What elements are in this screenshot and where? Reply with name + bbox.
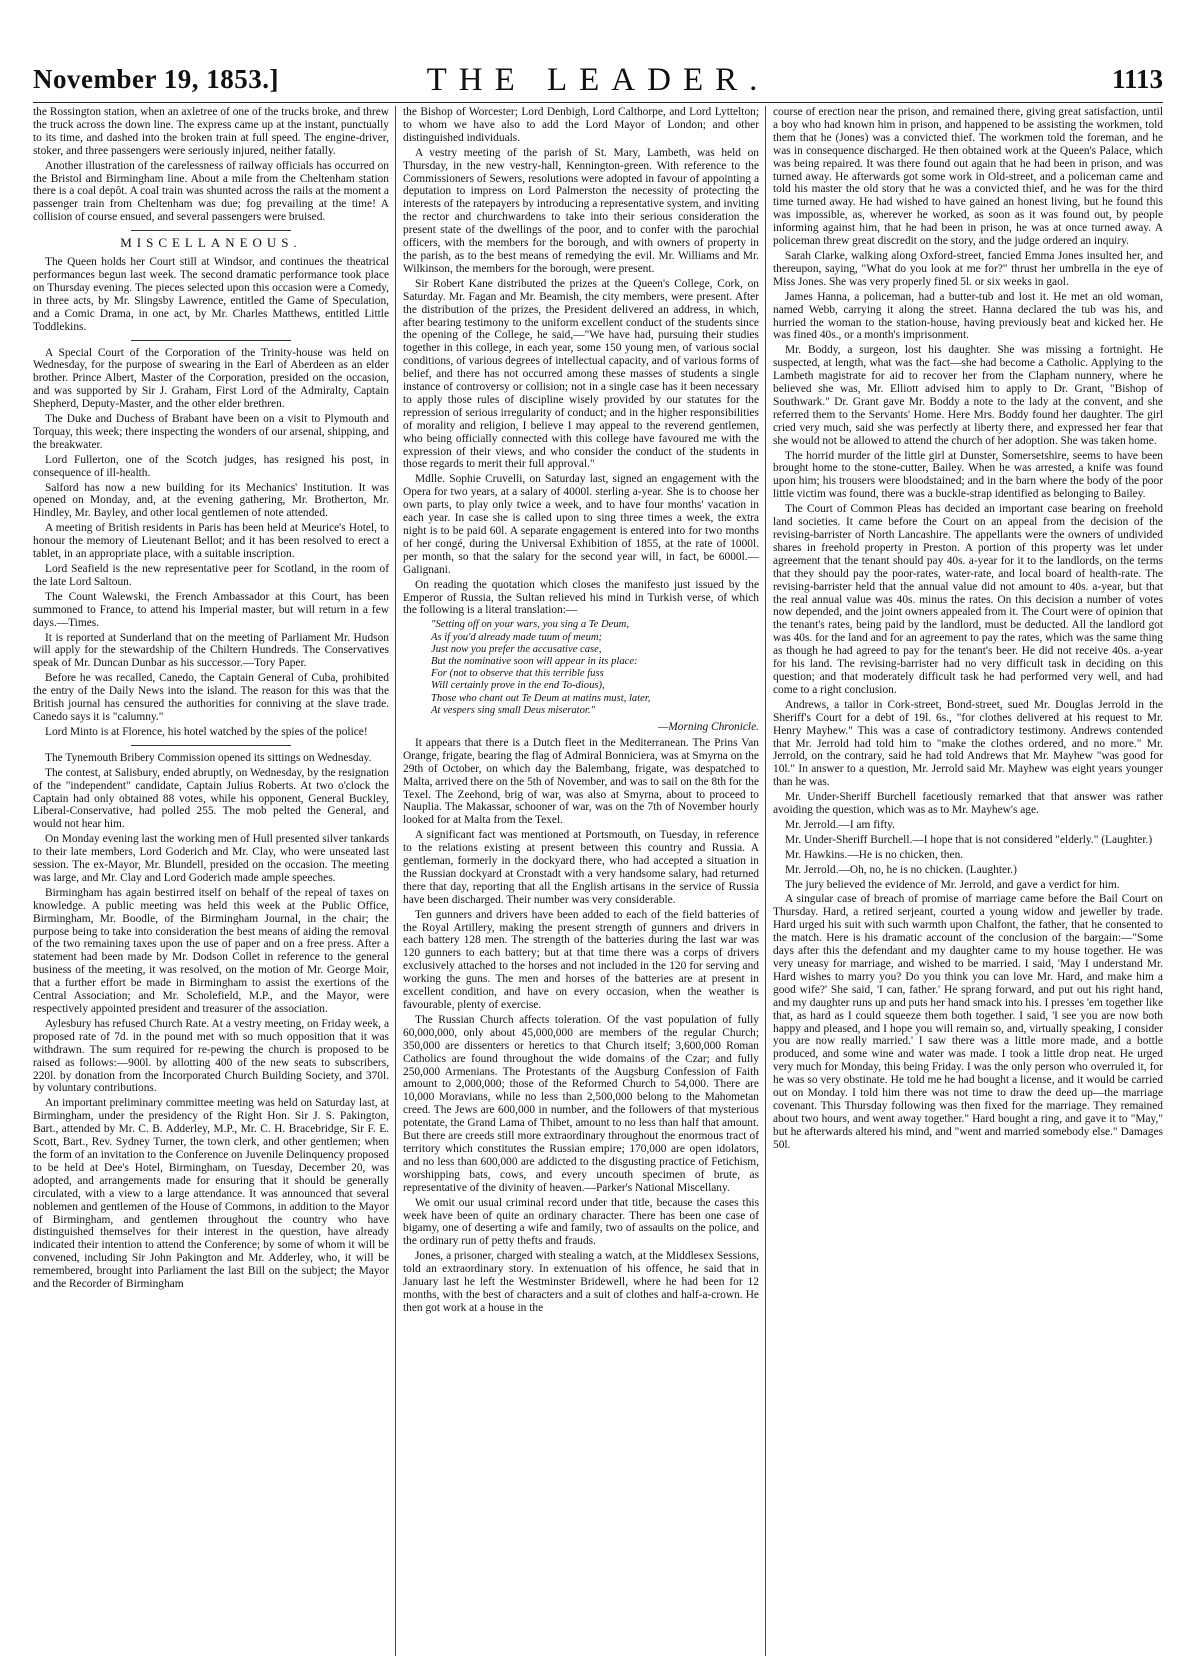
article-paragraph: the Bishop of Worcester; Lord Denbigh, Lord Calthorpe, and Lord Lyttelton; to whom we have also to add the Lord Mayor of London; and other distinguished individuals. (403, 106, 759, 144)
article-paragraph: Mr. Jerrold.—Oh, no, he is no chicken. (Laughter.) (785, 863, 1017, 876)
article-paragraph: Salford has now a new building for its Mechanics' Institution. It was opened on Monday, and, at the evening gathering, Mr. Brotherton, Mr. Hindley, Mr. Bayley, and other local gentlemen of note attended. (33, 481, 389, 520)
verse-source: —Morning Chronicle. (658, 720, 759, 733)
column-2 (403, 106, 759, 1661)
article-paragraph: Mdlle. Sophie Cruvelli, on Saturday last, signed an engagement with the Opera for two years, at a salary of 4000l. sterling a-year. She is to choose her own parts, to play only twice a week, and to have four months' vacation in each year. In case she is called upon to sing three times a week, the extra night is to be paid 60l. A separate engagement is entered into for two months of her congé, during the Universal Exhibition of 1855, at the rate of 1000l. per month, so that the salary for the second year will, in fact, be 6000l.—Galignani. (403, 473, 759, 576)
article-paragraph: The Tynemouth Bribery Commission opened its sittings on Wednesday. (45, 751, 372, 764)
article-paragraph: Andrews, a tailor in Cork-street, Bond-street, sued Mr. Douglas Jerrold in the Sheriff's Court for a debt of 19l. 6s., "for clothes delivered at his request to Mr. Henry Mayhew." This was a case of contradictory testimony. Andrews contended that Mr. Jerrold had told him to "make the clothes ordered, and no more." Mr. Jerrold, on the contrary, said he had told Andrews that Mr. Mayhew "was good for 10l." In answer to a question, Mr. Jerrold said Mr. Mayhew was eight years younger than he was. (773, 698, 1163, 789)
verse-line: Will certainly prove in the end To-dious), (431, 680, 605, 692)
article-paragraph: A meeting of British residents in Paris has been held at Meurice's Hotel, to honour the memory of Lieutenant Bellot; and it has been resolved to erect a tablet, in an appropriate place, with a suitable inscription. (33, 522, 389, 561)
article-paragraph: The Russian Church affects toleration. Of the vast population of fully 60,000,000, only about 45,000,000 are members of the regular Church; 350,000 are dissenters or heretics to that Church itself; 3,600,000 Roman Catholics are found throughout the wide domains of the Czar; and fully 250,000 Armenians. The Protestants of the Augsburg Confession of Faith amount to 2,000,000; those of the Reformed Church to 54,000. There are 10,000 Moravians, while no less than 2,500,000 belong to the Mahometan creed. The Jews are 600,000 in number, and the followers of that mysterious potentate, the Grand Lama of Thibet, amount to no less than half that amount. But there are creeds still more extraordinary throughout the enormous tract of territory which constitutes the Russian empire; 170,000 are open idolators, and no less than 600,000 are addicted to the disgusting practice of Fetichism, worshipping bats, cows, and every uncouth specimen of brute, as representative of the divinity of heaven.—Parker's National Miscellany. (403, 1013, 759, 1194)
article-paragraph: Jones, a prisoner, charged with stealing a watch, at the Middlesex Sessions, told an extraordinary story. In extenuation of his offence, he said that in January last he left the Westminster Bridewell, where he had been for 12 months, with the best of characters and a suit of clothes and half-a-crown. He then got work at a house in the (403, 1250, 759, 1314)
page-header (33, 56, 1163, 106)
section-divider (131, 340, 291, 341)
article-paragraph: Sir Robert Kane distributed the prizes at the Queen's College, Cork, on Saturday. Mr. Fagan and Mr. Beamish, the city members, were present. After the distribution of the prizes, the President delivered an address, in which, after bearing testimony to the uniform excellent conduct of the students since the opening of the College, he said,—"We have had, pursuing their studies together in this college, in each year, some 150 young men, of various social conditions, of various degrees of intellectual capacity, and of various forms of belief, and there has not occurred among these masses of students a single instance of controversy or collision; not in a single case has it been necessary to apply those rules of discipline wisely provided by our statutes for the repression of serious irregularity of conduct; and in the higher responsibilities of morality and religion, I believe I may appeal to the reverend gentlemen, who being officially connected with this college have favoured me with the expression of their views, and who consider the conduct of the students in those regards to merit their full approval." (403, 277, 759, 471)
article-paragraph: The Queen holds her Court still at Windsor, and continues the theatrical performances begun last week. The second dramatic performance took place on Thursday evening. The pieces selected upon this occasion were a Comedy, in three acts, by Mr. Slingsby Lawrence, entitled the Game of Speculation, and a Comic Drama, in one act, by Mr. Charles Matthews, entitled Little Toddlekins. (33, 256, 389, 333)
column-divider-1 (395, 106, 396, 1656)
article-paragraph: The jury believed the evidence of Mr. Jerrold, and gave a verdict for him. (785, 878, 1120, 891)
article-paragraph: The Court of Common Pleas has decided an important case bearing on freehold land societies. It came before the Court on an appeal from the decision of the revising-barrister of North Lancashire. The appellants were the owners of undivided shares in freehold property in Preston. A portion of this property was let under agreement that the tenant should pay 40s. a-year for it to the landlords, on the terms that they should pay the poor-rates, water-rate, and local board of health-rate. The revising-barrister held that the annual value did not amount to 40s. a-year, but that the real annual value was 40s. minus the rates. On this decision a number of votes now depended, and the joint owners appealed from it. The Court were of opinion that the tenant's rates, being paid by the landlord, must be deducted. All the landlord got was 40s. for the land and for an agreement to pay the rates, which was the same thing as though he had agreed to pay for the tenant's beer. He did not receive 40s. a-year for his land. The revising-barrister had no very difficult task in deciding on this question; and that moderately difficult task he had performed very well, and had come to a right conclusion. (773, 503, 1163, 696)
verse-line: But the nominative soon will appear in its place: (431, 655, 638, 667)
page-number: 1113 (1111, 64, 1163, 94)
article-paragraph: Mr. Under-Sheriff Burchell.—I hope that is not considered "elderly." (Laughter.) (785, 833, 1153, 846)
article-paragraph: Lord Minto is at Florence, his hotel watched by the spies of the police! (45, 725, 368, 738)
column-1 (33, 106, 389, 1661)
header-rule (33, 102, 1163, 103)
article-paragraph: Another illustration of the carelessness of railway officials has occurred on the Bristol and Birmingham line. About a mile from the Cheltenham station there is a coal depôt. A coal train was shunted across the rails at the moment a passenger train from Cheltenham was due; fog prevailing at the time! A collision of course ensued, and several passengers were bruised. (33, 159, 389, 224)
article-paragraph: Lord Fullerton, one of the Scotch judges, has resigned his post, in consequence of ill-health. (33, 453, 389, 479)
verse-line: For (not to observe that this terrible fuss (431, 668, 604, 680)
article-paragraph: Mr. Hawkins.—He is no chicken, then. (785, 848, 964, 861)
article-paragraph: James Hanna, a policeman, had a butter-tub and lost it. He met an old woman, named Webb, carrying it along the street. Hanna declared the tub was his, and hurried the woman to the station-house, having previously beat and kicked her. He was fined 40s., or a month's imprisonment. (773, 290, 1163, 342)
verse-line: At vespers sing small Deus miserator." (431, 704, 595, 716)
section-divider (131, 230, 291, 231)
article-paragraph: The horrid murder of the little girl at Dunster, Somersetshire, seems to have been brought home to the stone-cutter, Bailey. When he was arrested, a knife was found upon him; his trousers were bloodstained; and in the barn where the body of the poor little victim was found, there was a buckle-strap identified as belonging to Bailey. (773, 449, 1163, 501)
article-paragraph: Mr. Under-Sheriff Burchell facetiously remarked that that answer was rather avoiding the question, which was as to Mr. Mayhew's age. (773, 791, 1163, 817)
column-divider-2 (765, 106, 766, 1656)
article-paragraph: The contest, at Salisbury, ended abruptly, on Wednesday, by the resignation of the "independent" candidate, Captain Julius Roberts. At two o'clock the Captain had only obtained 88 votes, while his opponent, General Buckley, Liberal-Conservative, had polled 255. The mob pelted the General, and would not hear him. (33, 766, 389, 831)
article-paragraph: A vestry meeting of the parish of St. Mary, Lambeth, was held on Thursday, in the new vestry-hall, Kennington-green. With reference to the Commissioners of Sewers, resolutions were adopted in favour of appointing a deputation to impress on Lord Palmerston the necessity of protecting the interests of the ratepayers by introducing a representative system, and inviting the rector and churchwardens to take into their serious consideration the present state of the dwellings of the poor, and to confer with the parochial officers, with the members for the borough, and with owners of property in the parish, as to the best means of remedying the evil. Mr. Williams and Mr. Wilkinson, the members for the borough, were present. (403, 146, 759, 275)
article-paragraph: The Duke and Duchess of Brabant have been on a visit to Plymouth and Torquay, this week; there inspecting the wonders of our arsenal, shipping, and the breakwater. (33, 413, 389, 451)
article-paragraph: It appears that there is a Dutch fleet in the Mediterranean. The Prins Van Orange, frigate, bearing the flag of Admiral Bonniciera, was at Smyrna on the 29th of October, on which day the Balembang, frigate, was despatched to Malta, arrived there on the 5th of November, and was to sail on the 8th for the Texel. The Zeehond, brig of war, was also at Smyrna, about to proceed to Nauplia. The Makassar, schooner of war, was on the 7th of November hourly looked for at Malta from the Texel. (403, 736, 759, 827)
verse-line: "Setting off on your wars, you sing a Te Deum, (431, 619, 629, 631)
section-heading-miscellaneous: MISCELLANEOUS. (120, 235, 302, 251)
article-paragraph: course of erection near the prison, and remained there, giving great satisfaction, until a boy who had known him in prison, and happened to be assisting the workmen, told them that he (Jones) was a convicted thief. The workmen told the foreman, and he was in consequence discharged. He then obtained work at the Queen's Palace, which was being repaired. It was there found out again that he had been in prison, and was turned away. He afterwards got some work in Old-street, and a policeman came and told his master the old story that he was a convicted thief, and he was for the third time turned away. He had wished to have gained an honest living, but he found this was impossible, as, wherever he worked, as soon as it was found out, by people informing against him, that he had been in prison, he was at once turned away. A policeman threw great discredit on the story, and the judge ordered an inquiry. (773, 106, 1163, 248)
article-paragraph: On Monday evening last the working men of Hull presented silver tankards to their late members, Lord Goderich and Mr. Clay, who were unseated last session. The ex-Mayor, Mr. Blundell, presided on the occasion. The meeting was large, and Mr. Clay and Lord Goderich made ample speeches. (33, 833, 389, 884)
masthead-title: THE LEADER. (426, 62, 770, 98)
column-3 (773, 106, 1163, 1661)
section-divider (131, 745, 291, 746)
article-paragraph: Mr. Jerrold.—I am fifty. (785, 818, 895, 831)
article-paragraph: A Special Court of the Corporation of the Trinity-house was held on Wednesday, for the purpose of swearing in the Earl of Aberdeen as an elder brother. Prince Albert, Master of the Corporation, presided on the occasion, and was supported by Sir J. Graham, First Lord of the Admiralty, Captain Shepherd, Deputy-Master, and the other elder brethren. (33, 346, 389, 411)
article-paragraph: the Rossington station, when an axletree of one of the trucks broke, and threw the truck across the down line. The express came up at the instant, punctually to its time, and dashed into the broken train at full speed. The engine-driver, stoker, and three passengers were seriously injured, neither fatally. (33, 106, 389, 157)
issue-date: November 19, 1853.] (33, 64, 279, 94)
verse-line: Just now you prefer the accusative case, (431, 643, 602, 655)
article-paragraph: A singular case of breach of promise of marriage came before the Bail Court on Thursday. Hard, a retired serjeant, courted a young widow and jeweller by trade. Hard urged his suit with such warmth upon Chalfont, the father, that he consented to the match. Here is his dramatic account of the conclusion of the bargain:—"Some days after this the defendant and my daughter came to my house together. He was very uneasy for marriage, and wished to be married. I said, 'May I understand Mr. Hard wishes to marry you? Do you think you can love Mr. Hard, and make him a good wife?' She said, 'I can, father.' He sprang forward, and put out his right hand, and my daughter runs up and puts her hand smack into his. I presses 'em together like that, as hard as I could squeeze them both together. I said, 'I see you are now both happy and pleased, and I hope you will remain so, and, virtually speaking, I consider you are now really married.' I saw there was a little more made, and a bottle produced, and some wine and water was made. I took a little drop neat. He urged very much for Monday, this being Friday. I was the only person who overruled it, for he was so very obstinate. He told me he had bought a license, and it would be carried out on Monday. I told him there was not time to draw the deed up—the marriage covenant. This Thursday following was then fixed for the marriage. They remained about two hours, and went away together." Hard bought a ring, and gave it to "May," but he afterwards altered his mind, and "went and married somebody else." Damages 50l. (773, 893, 1163, 1151)
article-paragraph: Before he was recalled, Canedo, the Captain General of Cuba, prohibited the entry of the Daily News into the island. The reason for this was that the British journal has censured the authorities for conniving at the slave trade. Canedo says it is "calumny." (33, 672, 389, 723)
article-paragraph: Birmingham has again bestirred itself on behalf of the repeal of taxes on knowledge. A public meeting was held this week at the Public Office, Birmingham, Mr. Boodle, of the Birmingham Journal, in the chair; the purpose being to take into consideration the best means of aiding the removal of the two remaining taxes upon the use of paper and on a free press. After a statement had been made by Mr. Dodson Collet in reference to the general business of the meeting, it was resolved, on the motion of Mr. George Moir, that a further effort be made in Birmingham to assist the exertions of the Central Association; and Mr. Scholefield, M.P., and the Mayor, were respectively appointed president and treasurer of the association. (33, 886, 389, 1015)
article-paragraph: Sarah Clarke, walking along Oxford-street, fancied Emma Jones insulted her, and thereupon, saying, "What do you look at me for?" thrust her umbrella in the eye of Miss Jones. She was very properly fined 5l. or six weeks in gaol. (773, 249, 1163, 288)
article-paragraph: We omit our usual criminal record under that title, because the cases this week have been of quite an ordinary character. There has been one case of bigamy, one of deserting a wife and family, two of assaults on the police, and the ordinary run of petty thefts and frauds. (403, 1196, 759, 1248)
article-paragraph: On reading the quotation which closes the manifesto just issued by the Emperor of Russia, the Sultan relieved his mind in Turkish verse, of which the following is a literal translation:— (403, 578, 759, 617)
article-paragraph: Aylesbury has refused Church Rate. At a vestry meeting, on Friday week, a proposed rate of 7d. in the pound met with so much opposition that it was withdrawn. The sum required for re-pewing the church is proposed to be raised as follows:—900l. by allotting 400 of the new seats to subscribers, 220l. by donation from the Incorporated Church Building Society, and 370l. by voluntary contributions. (33, 1017, 389, 1095)
article-paragraph: It is reported at Sunderland that on the meeting of Parliament Mr. Hudson will apply for the stewardship of the Chiltern Hundreds. The Conservatives speak of Mr. Duncan Dunbar as his successor.—Tory Paper. (33, 631, 389, 670)
article-paragraph: Mr. Boddy, a surgeon, lost his daughter. She was missing a fortnight. He suspected, at length, what was the fact—she had become a Catholic. Applying to the Lambeth magistrate for aid to recover her from the Clapham nunnery, where he believed she was, Mr. Elliott advised him to apply to Dr. Grant, "Bishop of Southwark." Dr. Grant gave Mr. Boddy a note to the lady at the convent, and she referred them to the Servants' Home. Here Mrs. Boddy found her daughter. The girl cried very much, said she was perfectly at liberty there, and expressed her fear that she would not be allowed to attend the church of her adoption. She was taken home. (773, 344, 1163, 447)
article-paragraph: A significant fact was mentioned at Portsmouth, on Tuesday, in reference to the relations existing at present between this country and Russia. A gentleman, formerly in the dockyard there, who had accepted a situation in the Russian dockyard at Cronstadt with a very handsome salary, had returned there that day, reporting that all the English artisans in the service of Russia have been discharged. Their number was very considerable. (403, 829, 759, 906)
verse-line: Those who chant out Te Deum at matins must, later, (431, 692, 651, 704)
article-paragraph: Ten gunners and drivers have been added to each of the field batteries of the Royal Artillery, making the present strength of gunners and drivers in each battery 128 men. The strength of the batteries during the last war was 120 gunners to each battery; but at that time there was a corps of drivers exclusively attached to the horses and not included in the 120 for serving and working the guns. The men and horses of the batteries are at present in excellent condition, and have on every occasion, when the weather is favourable, plenty of exercise. (403, 908, 759, 1011)
article-paragraph: Lord Seafield is the new representative peer for Scotland, in the room of the late Lord Saltoun. (33, 563, 389, 588)
article-paragraph: An important preliminary committee meeting was held on Saturday last, at Birmingham, under the presidency of the Right Hon. Sir J. S. Pakington, Bart., attended by Mr. C. B. Adderley, M.P., Mr. C. H. Bracebridge, Sir F. E. Scott, Bart., Rev. Sydney Turner, the town clerk, and other gentlemen; when the form of an invitation to the Conference on Juvenile Delinquency proposed to be held at Dee's Hotel, Birmingham, on Tuesday, December 20, was adopted, and arrangements made for ensuring that it should be generally circulated, with a view to a large attendance. It was announced that several noblemen and gentlemen of the House of Commons, in addition to the Mayor of Birmingham, and gentlemen throughout the country who have distinguished themselves for their interest in the question, have already indicated their intention to attend the Conference; by some of whom it will be convened, including Sir John Pakington and Mr. Adderley, who, it will be remembered, brought into Parliament the last Bill on the subject; the Mayor and the Recorder of Birmingham (33, 1097, 389, 1291)
verse-line: As if you'd already made tuum of meum; (431, 631, 603, 643)
translated-verse (431, 619, 759, 717)
article-paragraph: The Count Walewski, the French Ambassador at this Court, has been summoned to France, to attend his Imperial master, but will return in a few days.—Times. (33, 590, 389, 629)
